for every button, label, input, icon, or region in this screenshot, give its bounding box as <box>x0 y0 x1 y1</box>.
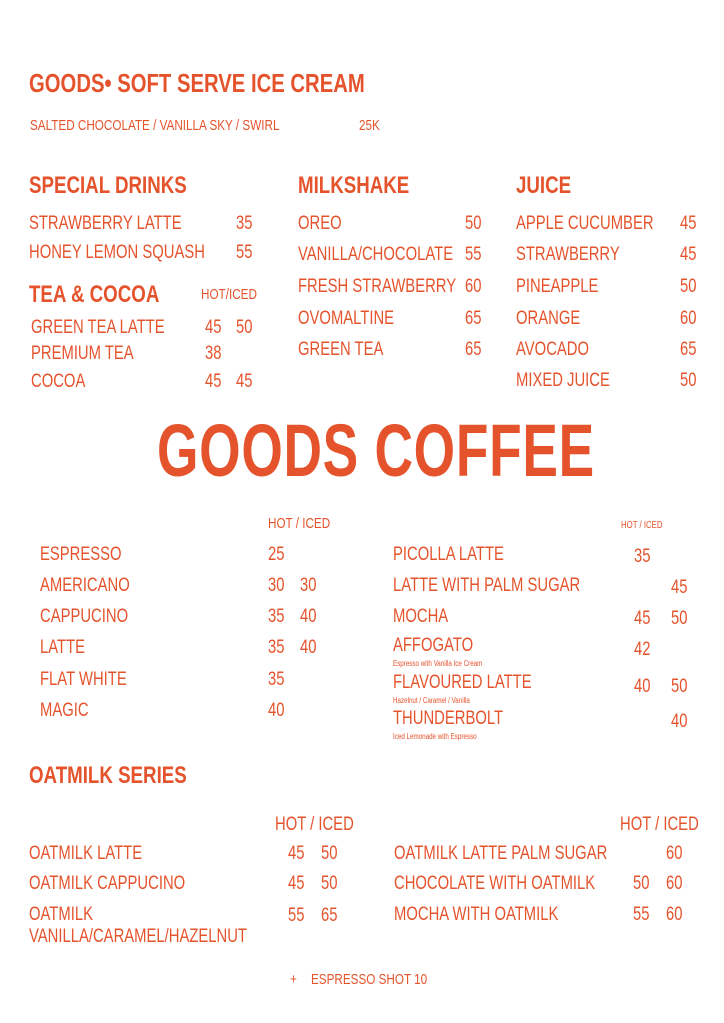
item-price: 65 <box>680 339 697 360</box>
list-item: AMERICANO <box>40 575 130 596</box>
item-price-hot: 35 <box>634 546 651 567</box>
list-item: MAGIC <box>40 700 89 721</box>
list-item: MIXED JUICE <box>516 370 610 391</box>
oatmilk-left-header: HOT / ICED <box>275 814 354 835</box>
item-price: 65 <box>465 339 482 360</box>
item-price-iced: 50 <box>671 608 688 629</box>
tea-cocoa-title: TEA & COCOA <box>29 281 160 308</box>
item-price-iced: 45 <box>236 371 253 392</box>
list-item: OATMILK VANILLA/CARAMEL/HAZELNUT <box>29 904 247 947</box>
list-item: COCOA <box>31 371 86 392</box>
list-item: THUNDERBOLT Iced Lemonade with Espresso <box>393 710 534 746</box>
list-item: OATMILK CAPPUCINO <box>29 873 186 894</box>
item-price-hot: 50 <box>633 873 650 894</box>
oatmilk-title: OATMILK SERIES <box>29 762 187 789</box>
item-price: 50 <box>465 213 482 234</box>
coffee-right-header: HOT / ICED <box>621 520 663 531</box>
item-price-iced: 60 <box>666 873 683 894</box>
list-item: AVOCADO <box>516 339 590 360</box>
tea-cocoa-header: HOT/ICED <box>201 286 257 303</box>
juice-title: JUICE <box>516 172 572 199</box>
list-item: PINEAPPLE <box>516 276 599 297</box>
special-drinks-title: SPECIAL DRINKS <box>29 172 187 199</box>
list-item: GREEN TEA LATTE <box>31 317 165 338</box>
oatmilk-right-header: HOT / ICED <box>620 814 699 835</box>
list-item: OATMILK LATTE PALM SUGAR <box>394 843 608 864</box>
item-price-hot: 35 <box>268 669 285 690</box>
item-price-iced: 60 <box>666 904 683 925</box>
list-item: STRAWBERRY LATTE <box>29 213 182 234</box>
list-item: CHOCOLATE WITH OATMILK <box>394 873 596 894</box>
item-price-hot: 35 <box>268 637 285 658</box>
list-item: STRAWBERRY <box>516 244 620 265</box>
list-item: VANILLA/CHOCOLATE <box>298 244 454 265</box>
list-item: LATTE WITH PALM SUGAR <box>393 575 581 596</box>
item-price-hot: 45 <box>205 371 222 392</box>
item-price-iced: 50 <box>321 843 338 864</box>
item-price-hot: 30 <box>268 575 285 596</box>
item-price-hot: 55 <box>633 904 650 925</box>
item-price-iced: 50 <box>236 317 253 338</box>
item-price: 60 <box>680 308 697 329</box>
soft-serve-title: GOODS• SOFT SERVE ICE CREAM <box>29 68 365 98</box>
list-item: HONEY LEMON SQUASH <box>29 242 205 263</box>
item-price-iced: 40 <box>300 606 317 627</box>
item-price-hot: 38 <box>205 343 222 364</box>
item-price: 35 <box>236 213 253 234</box>
list-item: GREEN TEA <box>298 339 384 360</box>
item-price: 50 <box>680 276 697 297</box>
list-item: PICOLLA LATTE <box>393 544 504 565</box>
footer-note: ESPRESSO SHOT 10 <box>311 971 428 988</box>
item-price-hot: 42 <box>634 639 651 660</box>
item-price: 65 <box>465 308 482 329</box>
item-price-hot: 40 <box>634 676 651 697</box>
milkshake-title: MILKSHAKE <box>298 172 410 199</box>
coffee-left-header: HOT / ICED <box>268 515 331 532</box>
item-price-hot: 45 <box>288 873 305 894</box>
item-description: Hazelnut / Caramel / Vanilla <box>393 696 470 705</box>
soft-serve-price: 25K <box>359 117 380 134</box>
list-item: APPLE CUCUMBER <box>516 213 654 234</box>
item-price: 45 <box>680 244 697 265</box>
list-item: CAPPUCINO <box>40 606 129 627</box>
list-item: OATMILK LATTE <box>29 843 143 864</box>
item-price-iced: 40 <box>300 637 317 658</box>
item-price-hot: 45 <box>205 317 222 338</box>
item-price-iced: 30 <box>300 575 317 596</box>
item-price: 55 <box>465 244 482 265</box>
list-item: PREMIUM TEA <box>31 343 134 364</box>
item-price-hot: 45 <box>288 843 305 864</box>
item-price-hot: 25 <box>268 544 285 565</box>
list-item: ESPRESSO <box>40 544 122 565</box>
list-item: MOCHA WITH OATMILK <box>394 904 559 925</box>
list-item: ORANGE <box>516 308 581 329</box>
item-price-iced: 40 <box>671 711 688 732</box>
item-price: 60 <box>465 276 482 297</box>
list-item: AFFOGATO Espresso with Vanilla Ice Cream <box>393 637 508 673</box>
list-item: MOCHA <box>393 606 449 627</box>
item-price-iced: 65 <box>321 905 338 926</box>
item-price-iced: 50 <box>671 676 688 697</box>
item-price-hot: 40 <box>268 700 285 721</box>
item-price-hot: 55 <box>288 905 305 926</box>
list-item: OVOMALTINE <box>298 308 395 329</box>
footer-plus: + <box>290 971 297 988</box>
list-item: FLAT WHITE <box>40 669 127 690</box>
item-description: Iced Lemonade with Espresso <box>393 732 477 741</box>
list-item: OREO <box>298 213 342 234</box>
item-description: Espresso with Vanilla Ice Cream <box>393 659 483 668</box>
list-item: LATTE <box>40 637 86 658</box>
soft-serve-line: SALTED CHOCOLATE / VANILLA SKY / SWIRL <box>30 117 280 134</box>
item-price-hot: 45 <box>634 608 651 629</box>
item-price: 55 <box>236 242 253 263</box>
item-price-hot: 35 <box>268 606 285 627</box>
item-price: 45 <box>680 213 697 234</box>
item-price: 50 <box>680 370 697 391</box>
list-item: FRESH STRAWBERRY <box>298 276 457 297</box>
item-price-iced: 45 <box>671 577 688 598</box>
list-item: FLAVOURED LATTE Hazelnut / Caramel / Vanilla <box>393 674 571 710</box>
item-price-iced: 50 <box>321 873 338 894</box>
item-price-iced: 60 <box>666 843 683 864</box>
page-title: GOODS COFFEE <box>157 409 595 492</box>
